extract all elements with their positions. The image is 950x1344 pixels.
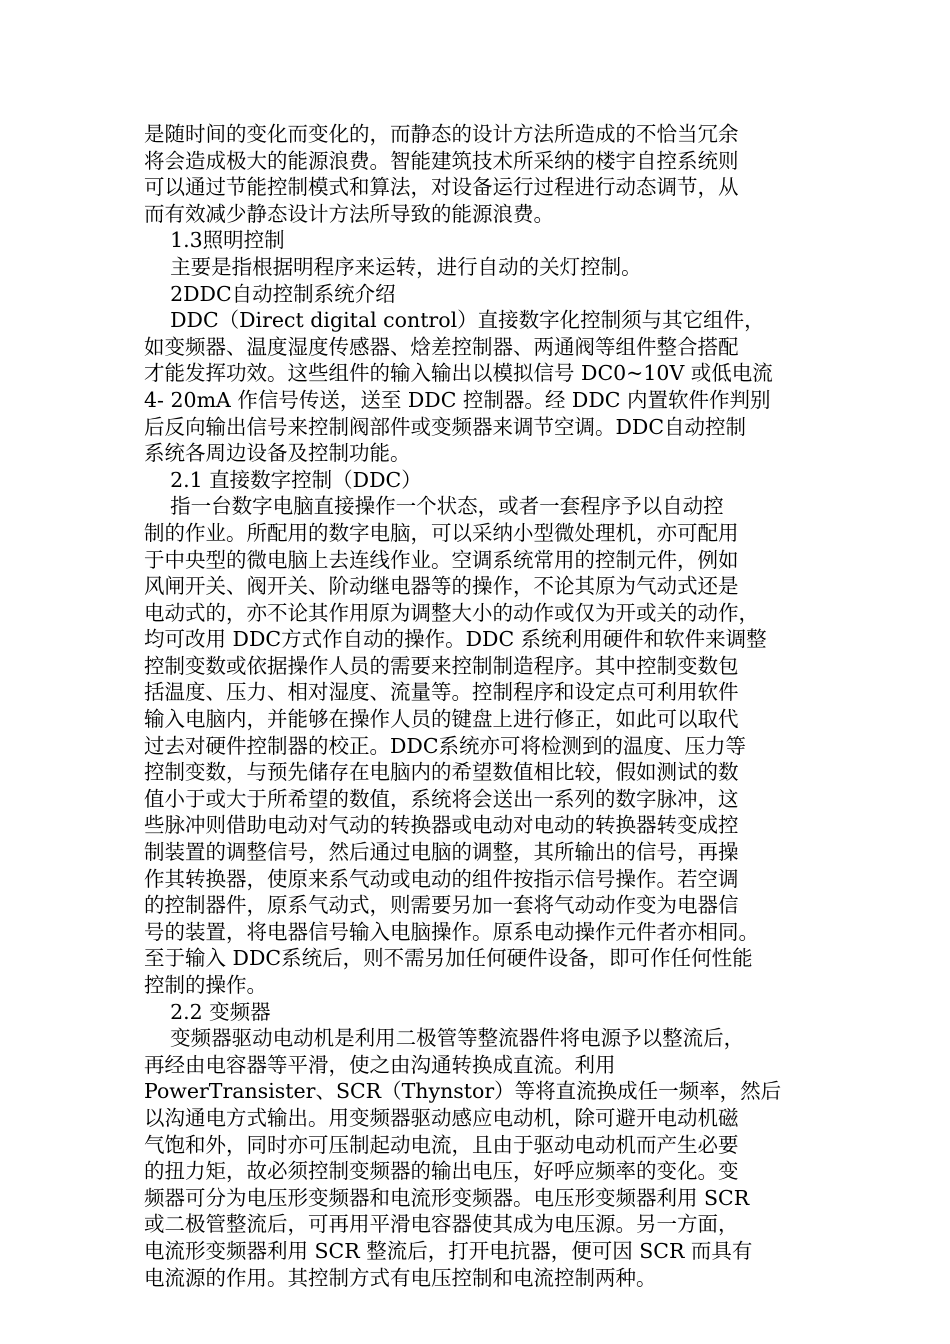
text-line: 气饱和外，同时亦可压制起动电流，且由于驱动电动机而产生必要: [144, 1132, 739, 1157]
text-line: 些脉冲则借助电动对气动的转换器或电动对电动的转换器转变成控: [144, 813, 739, 838]
text-line: 而有效减少静态设计方法所导致的能源浪费。: [144, 201, 554, 226]
text-line: 后反向输出信号来控制阀部件或变频器来调节空调。DDC自动控制: [144, 414, 747, 439]
text-line: 电动式的，亦不论其作用原为调整大小的动作或仅为开或关的动作，: [144, 600, 759, 625]
text-line: 制装置的调整信号，然后通过电脑的调整，其所输出的信号，再操: [144, 840, 739, 865]
text-line: 作其转换器，使原来系气动或电动的组件按指示信号操作。若空调: [144, 866, 739, 891]
text-line: 才能发挥功效。这些组件的输入输出以模拟信号 DC0~10V 或低电流: [144, 361, 773, 386]
text-line: 控制变数或依据操作人员的需要来控制制造程序。其中控制变数包: [144, 653, 739, 678]
text-line: 输入电脑内，并能够在操作人员的键盘上进行修正，如此可以取代: [144, 707, 739, 732]
document-page: [144, 121, 820, 1291]
text-line: 括温度、压力、相对湿度、流量等。控制程序和设定点可利用软件: [144, 680, 739, 705]
text-line: 是随时间的变化而变化的，而静态的设计方法所造成的不恰当冗余: [144, 122, 739, 146]
text-line: DDC（Direct digital control）直接数字化控制须与其它组件，: [144, 308, 765, 333]
text-line: 制的作业。所配用的数字电脑，可以采纳小型微处理机，亦可配用: [144, 520, 739, 545]
text-line: 频器可分为电压形变频器和电流形变频器。电压形变频器利用 SCR: [144, 1185, 750, 1210]
text-line: 号的装置，将电器信号输入电脑操作。原系电动操作元件者亦相同。: [144, 919, 759, 944]
text-line: 控制变数，与预先储存在电脑内的希望数值相比较，假如测试的数: [144, 760, 739, 785]
text-line: 系统各周边设备及控制功能。: [144, 441, 411, 466]
text-line: 的扭力矩，故必须控制变频器的输出电压，好呼应频率的变化。变: [144, 1159, 739, 1184]
text-line: 以沟通电方式输出。用变频器驱动感应电动机，除可避开电动机磁: [144, 1105, 739, 1130]
text-line: 均可改用 DDC方式作自动的操作。DDC 系统利用硬件和软件来调整: [144, 627, 767, 652]
text-line: 如变频器、温度湿度传感器、焓差控制器、两通阀等组件整合搭配: [144, 334, 739, 359]
text-line: 可以通过节能控制模式和算法，对设备运行过程进行动态调节，从: [144, 175, 739, 200]
text-line: 于中央型的微电脑上去连线作业。空调系统常用的控制元件，例如: [144, 547, 739, 572]
text-line: 电流形变频器利用 SCR 整流后，打开电抗器，便可因 SCR 而具有: [144, 1238, 753, 1263]
section-heading-2-2: 2.2 变频器: [144, 999, 271, 1024]
text-line: 4- 20mA 作信号传送，送至 DDC 控制器。经 DDC 内置软件作判别: [144, 387, 771, 412]
text-line: 变频器驱动电动机是利用二极管等整流器件将电源予以整流后，: [144, 1026, 745, 1051]
text-line: PowerTransister、SCR（Thynstor）等将直流换成任一频率，然后: [144, 1079, 782, 1104]
text-line: 再经由电容器等平滑，使之由沟通转换成直流。利用: [144, 1052, 616, 1077]
text-line: 电流源的作用。其控制方式有电压控制和电流控制两种。: [144, 1265, 657, 1290]
section-heading-2-1: 2.1 直接数字控制（DDC）: [144, 467, 422, 492]
text-line: 主要是指根据明程序来运转，进行自动的关灯控制。: [144, 254, 642, 279]
text-line: 过去对硬件控制器的校正。DDC系统亦可将检测到的温度、压力等: [144, 733, 747, 758]
text-line: 指一台数字电脑直接操作一个状态，或者一套程序予以自动控: [144, 494, 724, 519]
text-line: 风闸开关、阀开关、阶动继电器等的操作，不论其原为气动式还是: [144, 574, 739, 599]
text-line: 控制的操作。: [144, 973, 267, 997]
text-line: 或二极管整流后，可再用平滑电容器使其成为电压源。另一方面，: [144, 1212, 739, 1237]
text-line: 至于输入 DDC系统后，则不需另加任何硬件设备，即可作任何性能: [144, 946, 753, 971]
text-line: 值小于或大于所希望的数值，系统将会送出一系列的数字脉冲，这: [144, 786, 739, 811]
text-line: 将会造成极大的能源浪费。智能建筑技术所采纳的楼宇自控系统则: [144, 148, 739, 173]
section-heading-2: 2DDC自动控制系统介绍: [144, 281, 396, 306]
section-heading-1-3: 1.3照明控制: [144, 228, 285, 253]
text-line: 的控制器件，原系气动式，则需要另加一套将气动动作变为电器信: [144, 893, 739, 918]
